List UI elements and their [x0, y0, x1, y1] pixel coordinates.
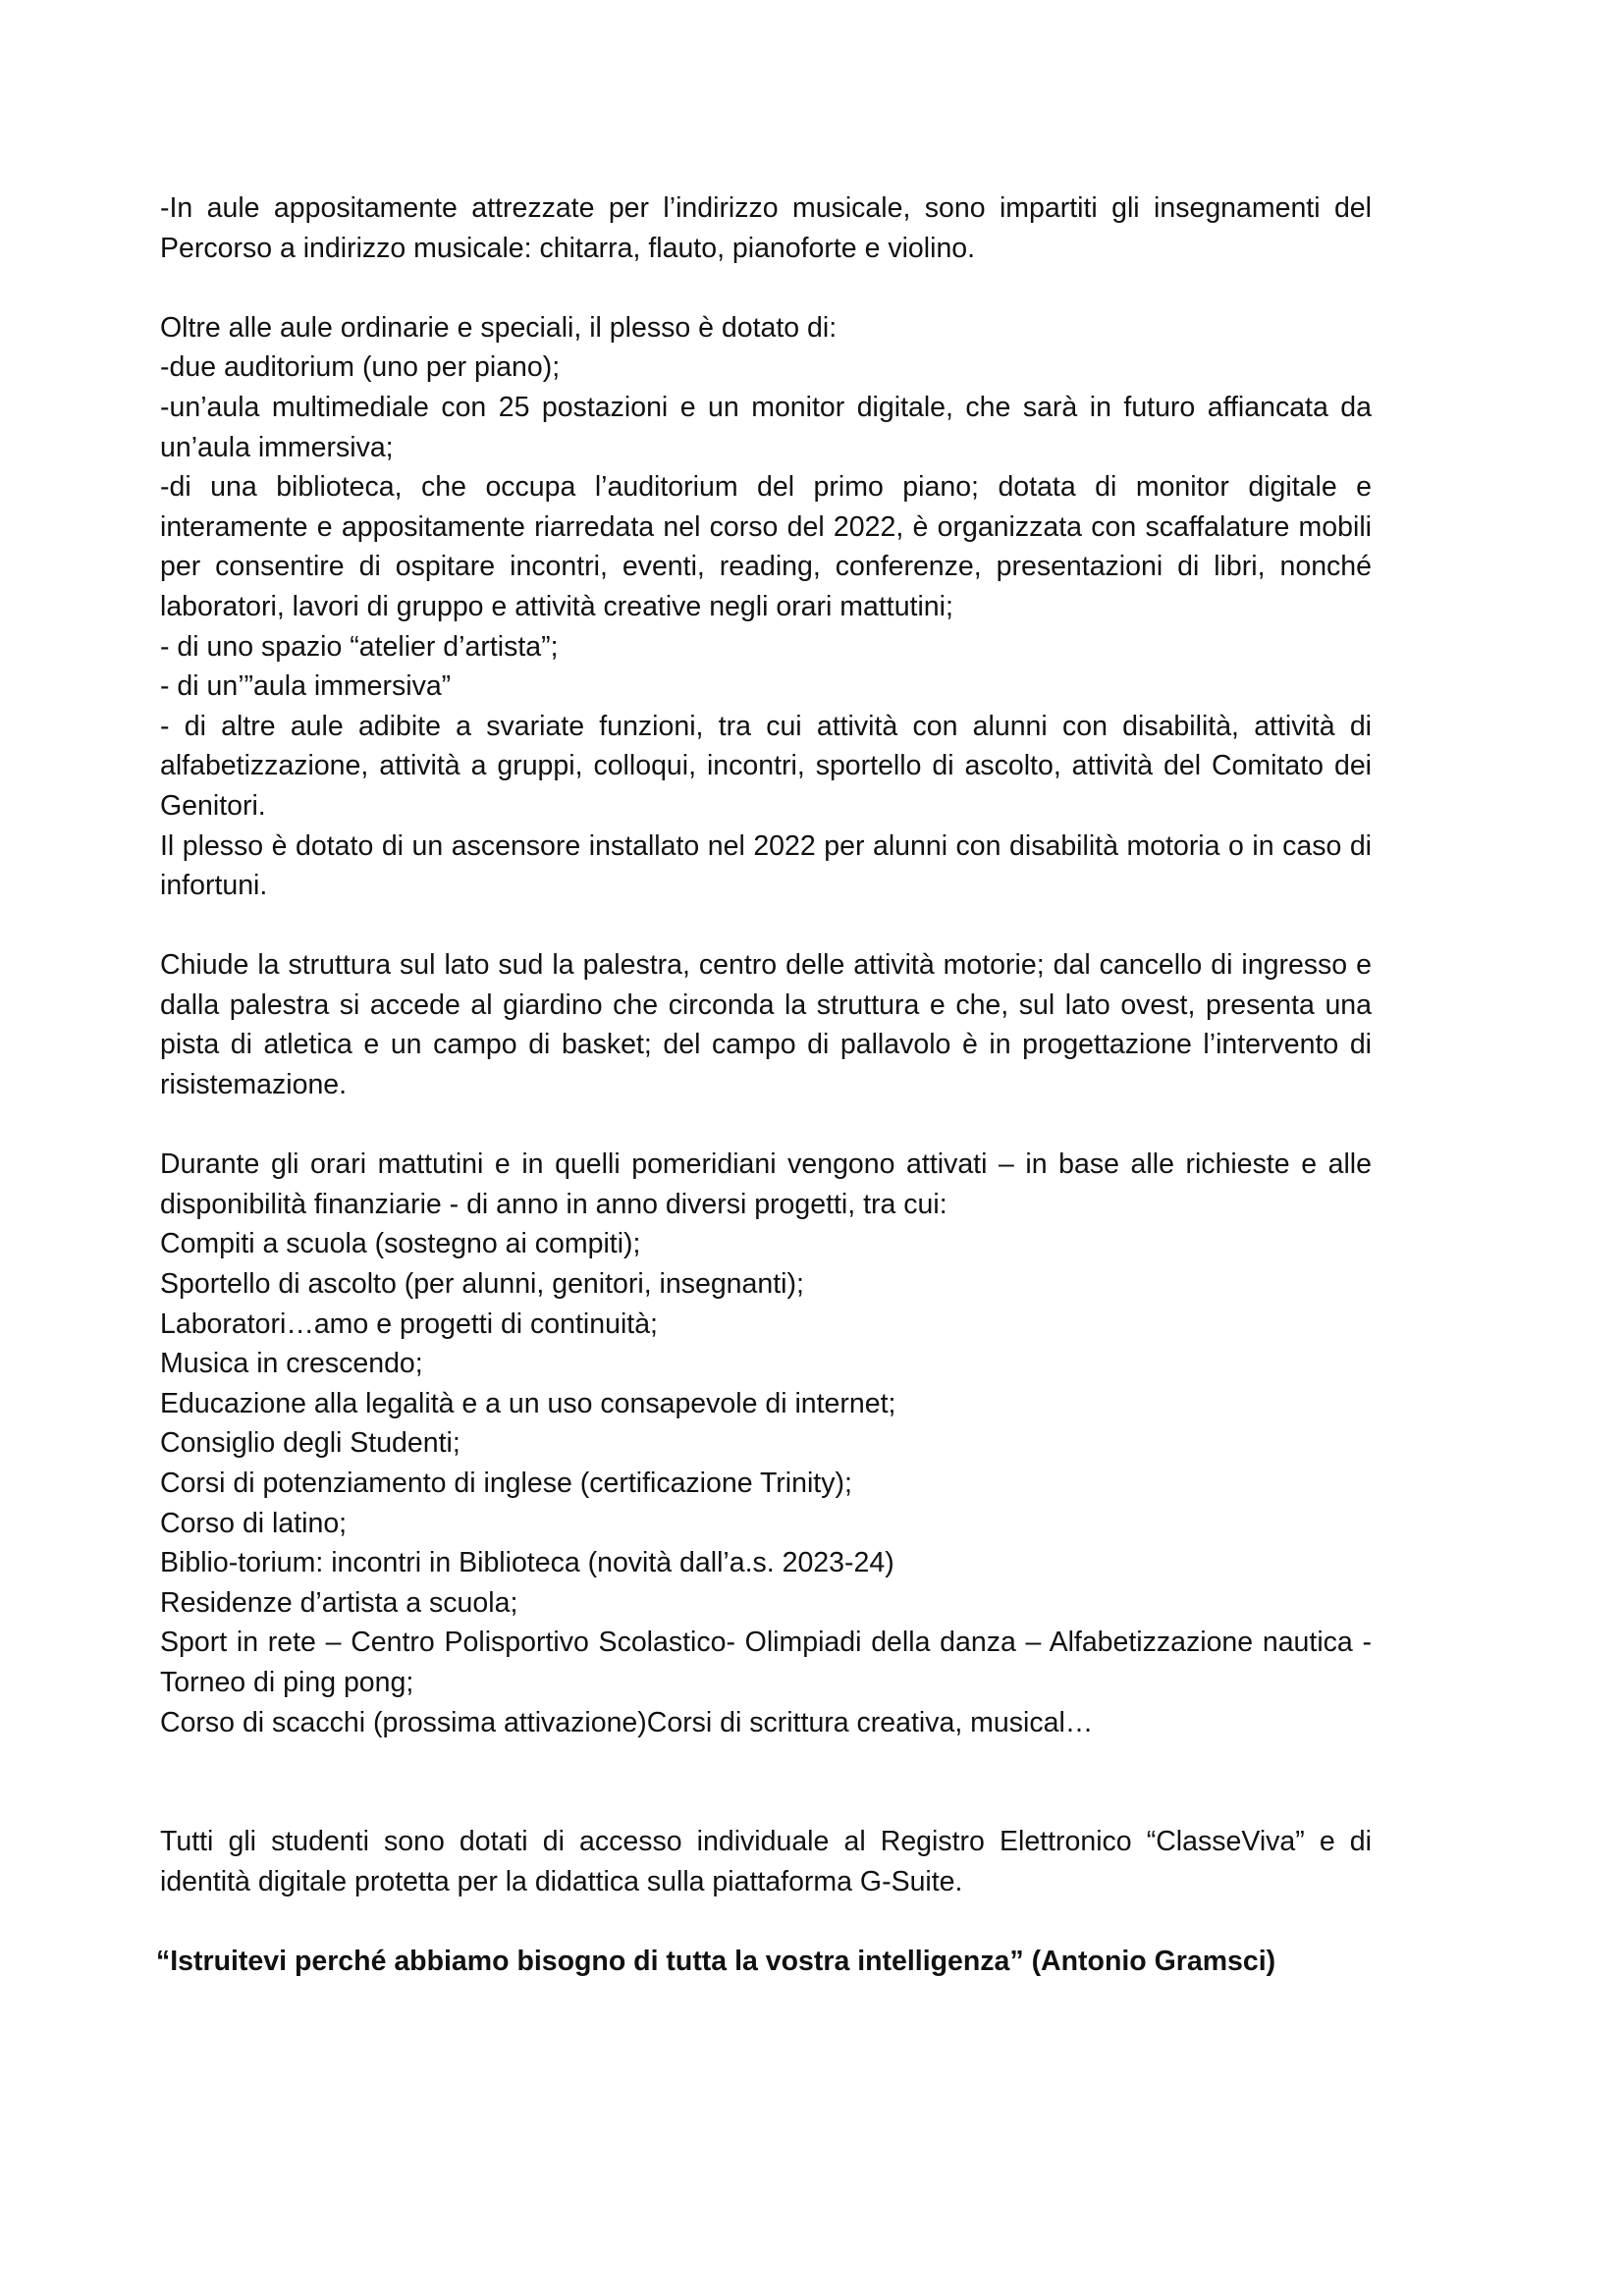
facility-item-elevator: Il plesso è dotato di un ascensore installato nel 2022 per alunni con disabilità motoria o in caso di infortuni.: [160, 829, 1372, 902]
spacer: [160, 1105, 1372, 1146]
spacer: [160, 1742, 1372, 1822]
project-item: Laboratori…amo e progetti di continuità;: [160, 1308, 658, 1340]
closing-quote: “Istruitevi perché abbiamo bisogno di tutta la vostra intelligenza” (Antonio Gramsci): [156, 1945, 1276, 1977]
paragraph-electronic-register: Tutti gli studenti sono dotati di accesso individuale al Registro Elettronico “ClasseViva” e di identità digitale protetta per la didattica sulla piattaforma G-Suite.: [160, 1826, 1372, 1897]
spacer: [160, 906, 1372, 946]
project-item: Compiti a scuola (sostegno ai compiti);: [160, 1228, 641, 1260]
facility-item-other-rooms: - di altre aule adibite a svariate funzioni, tra cui attività con alunni con disabilità, attività di alfabetizzazione, attività a gruppi, colloqui, incontri, sportello di ascolto, attività del Comitato dei Genitori.: [160, 710, 1372, 822]
project-item: Educazione alla legalità e a un uso consapevole di internet;: [160, 1387, 896, 1419]
project-item: Sportello di ascolto (per alunni, genitori, insegnanti);: [160, 1268, 804, 1301]
document-page: [156, 188, 1372, 1981]
project-item: Corsi di potenziamento di inglese (certificazione Trinity);: [160, 1468, 852, 1499]
project-item: Musica in crescendo;: [160, 1348, 423, 1380]
project-item: Sport in rete – Centro Polisportivo Scolastico- Olimpiadi della danza – Alfabetizzazione nautica - Torneo di ping pong;: [160, 1627, 1372, 1698]
spacer: [160, 1902, 1372, 1942]
project-item: Consiglio degli Studenti;: [160, 1427, 460, 1460]
facilities-intro: Oltre alle aule ordinarie e speciali, il plesso è dotato di:: [160, 311, 838, 344]
facility-item-immersive-room: - di un’”aula immersiva”: [160, 670, 452, 703]
facility-item-library: -di una biblioteca, che occupa l’auditorium del primo piano; dotata di monitor digitale e interamente e appositamente riarredata nel corso del 2022, è organizzata con scaffalature mobili per consentire di ospitare incontri, eventi, reading, conferenze, presentazioni di libri, nonché laboratori, lavori di gruppo e attività creative negli orari mattutini;: [160, 471, 1372, 622]
facility-item-multimedia-room: -un’aula multimediale con 25 postazioni e un monitor digitale, che sarà in futuro affiancata da un’aula immersiva;: [160, 391, 1372, 463]
spacer: [160, 268, 1372, 308]
project-item: Corso di scacchi (prossima attivazione)Corsi di scrittura creativa, musical…: [160, 1706, 1094, 1738]
project-item: Corso di latino;: [160, 1507, 348, 1539]
paragraph-music-classrooms: -In aule appositamente attrezzate per l’indirizzo musicale, sono impartiti gli insegnamenti del Percorso a indirizzo musicale: chitarra, flauto, pianoforte e violino.: [160, 192, 1372, 264]
project-item: Biblio-torium: incontri in Biblioteca (novità dall’a.s. 2023-24): [160, 1547, 894, 1579]
paragraph-gym: Chiude la struttura sul lato sud la palestra, centro delle attività motorie; dal cancello di ingresso e dalla palestra si accede al giardino che circonda la struttura e che, sul lato ovest, presenta una pista di atletica e un campo di basket; del campo di pallavolo è in progettazione l’intervento di risistemazione.: [160, 949, 1372, 1101]
projects-intro: Durante gli orari mattutini e in quelli pomeridiani vengono attivati – in base alle richieste e alle disponibilità finanziarie - di anno in anno diversi progetti, tra cui:: [160, 1148, 1372, 1220]
project-item: Residenze d’artista a scuola;: [160, 1586, 518, 1619]
facility-item-auditorium: -due auditorium (uno per piano);: [160, 351, 561, 384]
facility-item-atelier: - di uno spazio “atelier d’artista”;: [160, 630, 559, 663]
